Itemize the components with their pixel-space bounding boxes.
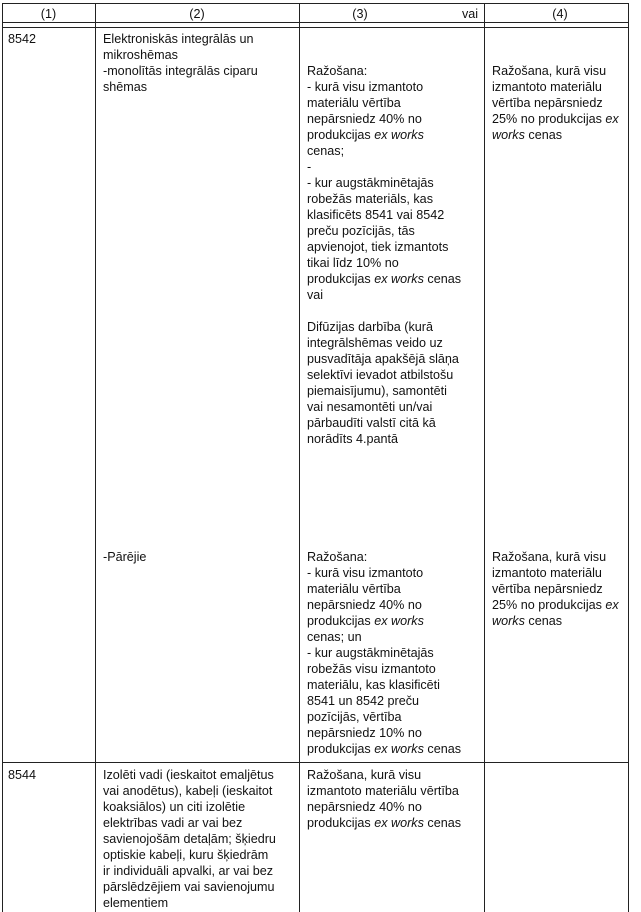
- rule-line: - kur augstākminētajās: [307, 176, 434, 190]
- rule-line: Ražošana, kurā visu: [307, 768, 422, 782]
- row-divider-8544: [2, 762, 629, 763]
- rule-line: materiālu, kas klasificēti: [307, 678, 440, 692]
- description-line: -monolītās integrālās ciparu: [103, 64, 258, 78]
- hs-code-8544: 8544: [8, 768, 37, 782]
- rule-line: produkcijas ex works cenas: [307, 272, 461, 286]
- rule-line: preču pozīcijās, tās: [307, 224, 415, 238]
- rule-line: vai nesamontēti un/vai: [307, 400, 433, 414]
- rule-line: 8541 un 8542 preču: [307, 694, 420, 708]
- rule-line: Ražošana:: [307, 64, 368, 78]
- working-processing-8544: [307, 767, 461, 831]
- column-rule-left: [2, 3, 3, 912]
- body-top-rule: [2, 27, 629, 28]
- alternative-rule-8542: [492, 63, 619, 143]
- rule-line: works cenas: [492, 128, 562, 142]
- rule-line: izmantoto materiālu: [492, 80, 602, 94]
- header-bottom-rule: [2, 22, 629, 23]
- description-line: savienojošām detaļām; šķiedru: [103, 832, 276, 846]
- rule-line: Ražošana:: [307, 550, 368, 564]
- rule-line: vērtība nepārsniedz: [492, 582, 603, 596]
- rule-line: vai: [307, 288, 324, 302]
- description-line: Izolēti vadi (ieskaitot emaljētus: [103, 768, 274, 782]
- description-line: -Pārējie: [103, 550, 147, 564]
- rule-line: tikai līdz 10% no: [307, 256, 399, 270]
- working-processing-8542: [307, 63, 461, 447]
- column-rule-3-4: [484, 3, 485, 912]
- rule-line: izmantoto materiālu: [492, 566, 602, 580]
- rule-line: vērtība nepārsniedz: [492, 96, 603, 110]
- rule-line: - kur augstākminētajās: [307, 646, 434, 660]
- description-line: pārslēdzējiem vai savienojumu: [103, 880, 275, 894]
- rule-line: Ražošana, kurā visu: [492, 550, 607, 564]
- description-line: vai anodētus), kabeļi (ieskaitot: [103, 784, 273, 798]
- rule-line: produkcijas ex works: [307, 614, 424, 628]
- rule-line: materiālu vērtība: [307, 96, 401, 110]
- header-vai: vai: [461, 7, 479, 21]
- column-rule-2-3: [299, 3, 300, 912]
- header-col-3: (3): [352, 7, 368, 21]
- description-line: optiskie kabeļi, kuru šķiedrām: [103, 848, 269, 862]
- description-8544: [103, 767, 276, 911]
- description-line: elementiem: [103, 896, 169, 910]
- rule-line: nepārsniedz 40% no: [307, 112, 422, 126]
- description-line: shēmas: [103, 80, 148, 94]
- header-col-2: (2): [189, 7, 205, 21]
- rule-line: integrālshēmas veido uz: [307, 336, 443, 350]
- rule-line: nepārsniedz 10% no: [307, 726, 422, 740]
- rule-line: produkcijas ex works: [307, 128, 424, 142]
- rule-line: Difūzijas darbība (kurā: [307, 320, 433, 334]
- rule-line: nepārsniedz 40% no: [307, 800, 422, 814]
- rule-line: produkcijas ex works cenas: [307, 742, 461, 756]
- description-line: ir individuāli apvalki, ar vai bez: [103, 864, 274, 878]
- rule-line: robežās materiāls, kas: [307, 192, 433, 206]
- header-col-4: (4): [552, 7, 568, 21]
- rule-line: -: [307, 160, 312, 174]
- rule-line: 25% no produkcijas ex: [492, 598, 619, 612]
- column-rule-right: [628, 3, 629, 912]
- description-8542: [103, 31, 258, 95]
- rule-line: - kurā visu izmantoto: [307, 566, 424, 580]
- rule-line: norādīts 4.pantā: [307, 432, 399, 446]
- rule-line: cenas;: [307, 144, 345, 158]
- rule-line: pozīcijās, vērtība: [307, 710, 402, 724]
- rule-line: materiālu vērtība: [307, 582, 401, 596]
- column-rule-1-2: [95, 3, 96, 912]
- rule-line: pusvadītāja apakšējā slāņa: [307, 352, 459, 366]
- rule-line: piemaisījumu), samontēti: [307, 384, 447, 398]
- rule-line: cenas; un: [307, 630, 362, 644]
- rule-line: selektīvi ievadot atbilstošu: [307, 368, 454, 382]
- rule-line: 25% no produkcijas ex: [492, 112, 619, 126]
- description-line: Elektroniskās integrālās un: [103, 32, 254, 46]
- rule-line: nepārsniedz 40% no: [307, 598, 422, 612]
- rule-line: izmantoto materiālu vērtība: [307, 784, 459, 798]
- description-line: koaksiālos) un citi izolētie: [103, 800, 246, 814]
- rule-line: Ražošana, kurā visu: [492, 64, 607, 78]
- rule-line: produkcijas ex works cenas: [307, 816, 461, 830]
- rule-line: - kurā visu izmantoto: [307, 80, 424, 94]
- description-other: [103, 549, 146, 565]
- header-top-rule: [2, 3, 629, 4]
- alternative-rule-other: [492, 549, 619, 629]
- rule-line: klasificēts 8541 vai 8542: [307, 208, 445, 222]
- working-processing-other: [307, 549, 461, 757]
- rule-line: pārbaudīti valstī citā kā: [307, 416, 436, 430]
- rule-line: works cenas: [492, 614, 562, 628]
- hs-code-8542: 8542: [8, 32, 37, 46]
- description-line: elektrības vadi ar vai bez: [103, 816, 243, 830]
- header-col-1: (1): [40, 7, 57, 21]
- rule-line: apvienojot, tiek izmantots: [307, 240, 449, 254]
- rule-line: robežās visu izmantoto: [307, 662, 436, 676]
- description-line: mikroshēmas: [103, 48, 178, 62]
